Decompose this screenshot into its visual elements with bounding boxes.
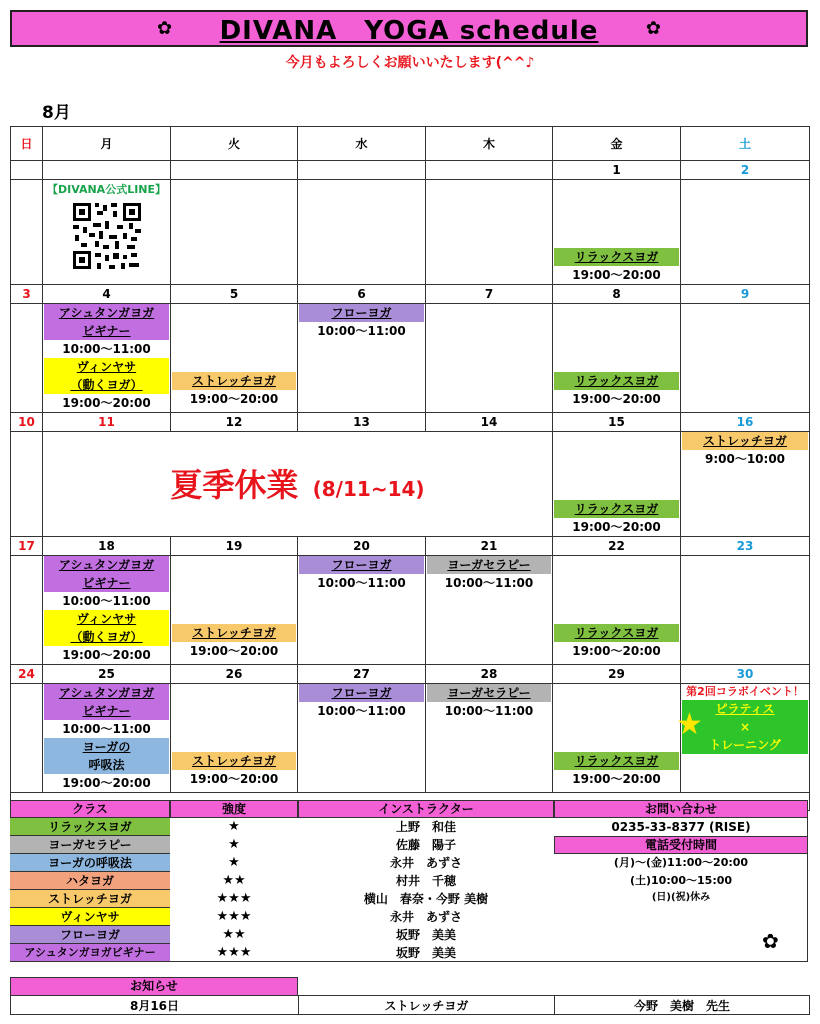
week-row (11, 556, 810, 665)
weekday-mon: 月 (43, 127, 171, 161)
class-block-relax[interactable]: リラックスヨガ (554, 752, 679, 770)
legend-class: フローヨガ (10, 926, 170, 944)
day-cell (171, 556, 298, 665)
week-row (11, 432, 810, 537)
day-cell (43, 684, 171, 793)
day-cell (298, 180, 426, 285)
date-cell: 16 (681, 413, 810, 432)
legend-class: ヴィンヤサ (10, 908, 170, 926)
class-block-ashtanga[interactable]: アシュタンガヨガ (44, 304, 169, 322)
schedule-calendar (10, 126, 810, 811)
class-block-stretch[interactable]: ストレッチヨガ (682, 432, 808, 450)
day-cell (11, 684, 43, 793)
date-cell: 13 (298, 413, 426, 432)
legend-level: ★★ (222, 873, 246, 888)
event-line2: × (739, 720, 751, 734)
class-block-beginner[interactable]: ビギナー (44, 702, 169, 720)
date-cell: 22 (553, 537, 681, 556)
class-block-ashtanga[interactable]: アシュタンガヨガ (44, 684, 169, 702)
date-cell: 25 (43, 665, 171, 684)
class-time: 19:00～20:00 (572, 268, 661, 282)
date-cell: 14 (426, 413, 553, 432)
class-time: 19:00～20:00 (62, 776, 151, 790)
class-time: 19:00～20:00 (572, 644, 661, 658)
flower-icon: ✿ (157, 18, 173, 39)
class-time: 19:00～20:00 (62, 396, 151, 410)
day-cell (43, 180, 171, 285)
class-block-flow[interactable]: フローヨガ (299, 556, 424, 574)
legend-instructor: 永井 あずさ (389, 910, 462, 924)
weekday-tue: 火 (171, 127, 298, 161)
class-block-flow[interactable]: フローヨガ (299, 684, 424, 702)
legend-header-instructor: インストラクター (298, 800, 554, 818)
weekday-wed: 水 (298, 127, 426, 161)
date-cell: 18 (43, 537, 171, 556)
day-cell (11, 556, 43, 665)
legend-row (10, 944, 554, 962)
date-cell: 28 (426, 665, 553, 684)
day-cell (298, 304, 426, 413)
day-cell (298, 556, 426, 665)
day-cell (171, 180, 298, 285)
legend-row (10, 926, 554, 944)
legend-row (10, 872, 554, 890)
legend-instructor: 坂野 美美 (395, 928, 456, 942)
class-time: 19:00～20:00 (572, 520, 661, 534)
class-time: 10:00～11:00 (62, 594, 151, 608)
date-cell: 1 (553, 161, 681, 180)
date-cell: 15 (553, 413, 681, 432)
legend-class: ヨーガの呼吸法 (10, 854, 170, 872)
title-bar (10, 10, 808, 47)
flower-icon: ✿ (762, 929, 779, 953)
event-line3: トレーニング (709, 738, 781, 752)
legend-class: ヨーガセラピー (10, 836, 170, 854)
class-time: 10:00～11:00 (62, 342, 151, 356)
day-cell (553, 180, 681, 285)
day-cell (553, 684, 681, 793)
legend-row (10, 908, 554, 926)
legend-row (10, 818, 554, 836)
date-cell: 7 (426, 285, 553, 304)
weekday-thu: 木 (426, 127, 553, 161)
event-label: 第2回コラボイベント！ (686, 685, 804, 698)
date-cell: 8 (553, 285, 681, 304)
weekday-fri: 金 (553, 127, 681, 161)
class-block-therapy[interactable]: ヨーガセラピー (427, 556, 551, 574)
legend-header-level: 強度 (170, 800, 298, 818)
date-cell (43, 161, 171, 180)
hours-saturday: (土)10:00～15:00 (629, 874, 733, 887)
date-cell: 21 (426, 537, 553, 556)
class-time: 10:00～11:00 (444, 576, 534, 590)
date-row (11, 665, 810, 684)
day-cell (171, 684, 298, 793)
legend-row (10, 836, 554, 854)
class-time: 10:00～11:00 (62, 722, 151, 736)
date-cell: 17 (11, 537, 43, 556)
page-title: DIVANA YOGA schedule (219, 16, 599, 46)
date-row (11, 537, 810, 556)
day-cell (426, 180, 553, 285)
date-cell: 19 (171, 537, 298, 556)
legend-level: ★ (228, 837, 240, 852)
class-time: 19:00～20:00 (189, 392, 279, 406)
holiday-range: (8/11~14) (312, 477, 425, 501)
class-block-stretch[interactable]: ストレッチヨガ (172, 624, 296, 642)
class-time: 19:00～20:00 (62, 648, 151, 662)
day-cell (426, 684, 553, 793)
day-cell (11, 304, 43, 413)
date-cell: 6 (298, 285, 426, 304)
day-cell (426, 304, 553, 413)
date-cell (171, 161, 298, 180)
hours-closed: (日)(祝)休み (651, 892, 711, 903)
notice-class: ストレッチヨガ (299, 996, 555, 1015)
class-block-flow[interactable]: フローヨガ (299, 304, 424, 322)
date-cell: 9 (681, 285, 810, 304)
date-cell: 26 (171, 665, 298, 684)
day-cell (11, 180, 43, 285)
class-time: 19:00～20:00 (572, 392, 661, 406)
class-block-vinyasa-sub[interactable]: （動くヨガ） (44, 628, 169, 646)
date-cell: 20 (298, 537, 426, 556)
class-time: 9:00～10:00 (704, 452, 786, 466)
legend-level: ★★★ (216, 909, 252, 924)
hours-weekday: (月)～(金)11:00～20:00 (613, 856, 749, 869)
legend-row (10, 854, 554, 872)
legend-instructor: 横山 春奈・今野 美樹 (363, 892, 489, 906)
star-icon: ★ (676, 707, 703, 742)
weekday-header-row (11, 127, 810, 161)
date-cell: 12 (171, 413, 298, 432)
class-time: 10:00～11:00 (317, 704, 406, 718)
day-cell (426, 556, 553, 665)
legend-row (10, 890, 554, 908)
date-cell: 11 (43, 413, 171, 432)
class-block-ashtanga[interactable]: アシュタンガヨガ (44, 556, 169, 574)
day-cell (681, 180, 810, 285)
day-cell (11, 432, 43, 537)
legend-instructor: 上野 和佳 (395, 820, 456, 834)
week-row (11, 304, 810, 413)
legend-class: アシュタンガヨガビギナー (10, 944, 170, 962)
holiday-cell (43, 432, 553, 537)
week-row (11, 180, 810, 285)
class-block-vinyasa[interactable]: ヴィンヤサ (44, 358, 169, 376)
holiday-notice (43, 460, 552, 506)
day-cell (681, 304, 810, 413)
class-block-relax[interactable]: リラックスヨガ (554, 248, 679, 266)
legend-class: ハタヨガ (10, 872, 170, 890)
day-cell (43, 304, 171, 413)
class-time: 10:00～11:00 (444, 704, 534, 718)
date-cell (298, 161, 426, 180)
date-cell: 30 (681, 665, 810, 684)
date-row (11, 413, 810, 432)
date-cell: 27 (298, 665, 426, 684)
weekday-sat: 土 (681, 127, 810, 161)
notice-row (11, 996, 810, 1015)
contact-phone: 0235-33-8377 (RISE) (611, 820, 751, 834)
date-cell: 2 (681, 161, 810, 180)
weekday-sun: 日 (11, 127, 43, 161)
class-block-vinyasa-sub[interactable]: （動くヨガ） (44, 376, 169, 394)
date-cell (11, 161, 43, 180)
notice-teacher: 今野 美樹 先生 (555, 996, 810, 1015)
qr-code-icon[interactable] (71, 201, 143, 271)
class-block-relax[interactable]: リラックスヨガ (554, 372, 679, 390)
class-time: 10:00～11:00 (317, 324, 406, 338)
class-block-stretch[interactable]: ストレッチヨガ (172, 372, 296, 390)
legend-header-class: クラス (10, 800, 170, 818)
class-time: 19:00～20:00 (189, 644, 279, 658)
legend-instructor: 坂野 美美 (395, 946, 456, 960)
day-cell (681, 432, 810, 537)
day-cell (676, 684, 810, 793)
date-cell (426, 161, 553, 180)
legend-level: ★★★ (216, 945, 252, 960)
date-cell: 10 (11, 413, 43, 432)
class-block-beginner[interactable]: ビギナー (44, 574, 169, 592)
legend-instructor: 村井 千穂 (395, 874, 456, 888)
notice-date: 8月16日 (11, 996, 299, 1015)
date-cell: 23 (681, 537, 810, 556)
notice-title: お知らせ (10, 977, 298, 996)
date-cell: 5 (171, 285, 298, 304)
date-cell: 24 (11, 665, 43, 684)
legend-instructor: 佐藤 陽子 (395, 838, 456, 852)
notice-table (10, 995, 810, 1015)
class-block-relax[interactable]: リラックスヨガ (554, 624, 679, 642)
line-label: 【DIVANA公式LINE】 (46, 183, 167, 196)
month-label: 8月 (42, 103, 71, 123)
date-cell: 29 (553, 665, 681, 684)
class-block-breath-sub[interactable]: 呼吸法 (44, 756, 169, 774)
legend-header-contact: お問い合わせ (554, 800, 808, 818)
legend-level: ★★ (222, 927, 246, 942)
holiday-text: 夏季休業 (170, 466, 299, 504)
date-cell: 3 (11, 285, 43, 304)
event-line1: ピラティス (715, 702, 775, 716)
day-cell (553, 304, 681, 413)
class-block-relax[interactable]: リラックスヨガ (554, 500, 679, 518)
legend-rows (10, 818, 554, 962)
day-cell (681, 556, 810, 665)
class-block-breath[interactable]: ヨーガの (44, 738, 169, 756)
day-cell (43, 556, 171, 665)
day-cell (553, 432, 681, 537)
legend-class: ストレッチヨガ (10, 890, 170, 908)
day-cell (553, 556, 681, 665)
subtitle: 今月もよろしくお願いいたします(^^♪ (285, 55, 535, 71)
legend-level: ★ (228, 819, 240, 834)
class-block-beginner[interactable]: ビギナー (44, 322, 169, 340)
event-block[interactable] (676, 700, 808, 754)
day-cell (298, 684, 426, 793)
date-cell: 4 (43, 285, 171, 304)
class-block-therapy[interactable]: ヨーガセラピー (427, 684, 551, 702)
legend-class: リラックスヨガ (10, 818, 170, 836)
flower-icon: ✿ (645, 18, 661, 39)
legend-level: ★ (228, 855, 240, 870)
day-cell (171, 304, 298, 413)
class-time: 19:00～20:00 (572, 772, 661, 786)
class-block-vinyasa[interactable]: ヴィンヤサ (44, 610, 169, 628)
class-time: 19:00～20:00 (189, 772, 279, 786)
date-row (11, 285, 810, 304)
legend-level: ★★★ (216, 891, 252, 906)
legend-instructor: 永井 あずさ (389, 856, 462, 870)
week-row (11, 684, 810, 793)
hours-title: 電話受付時間 (554, 836, 808, 854)
class-block-stretch[interactable]: ストレッチヨガ (172, 752, 296, 770)
date-row (11, 161, 810, 180)
class-time: 10:00～11:00 (317, 576, 406, 590)
